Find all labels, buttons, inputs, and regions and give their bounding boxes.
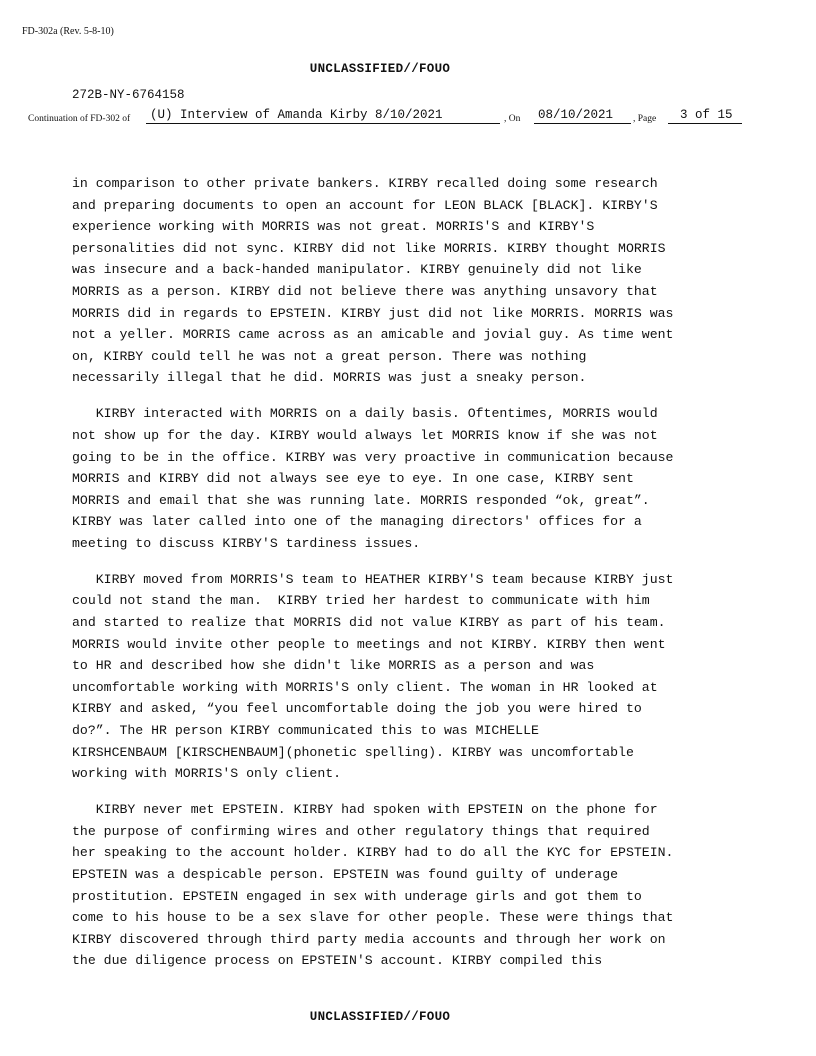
body-paragraph: in comparison to other private bankers. KIRBY recalled doing some research and preparing documents to open an account for LEON BLACK [BLACK]. KIRBY'S experience working with MORRIS was not great. MORRIS'S and KIRBY'S personalities did not sync. KIRBY did not like MORRIS. KIRBY thought MORRIS was insecure and a back-handed manipulator. KIRBY genuinely did not like MORRIS as a person. KIRBY did not believe there was anything unsavory that MORRIS did in regards to EPSTEIN. KIRBY just did not like MORRIS. MORRIS was not a yeller. MORRIS came across as an amicable and jovial guy. As time went on, KIRBY could tell he was not a great person. There was nothing necessarily illegal that he did. MORRIS was just a sneaky person. <box>72 176 674 386</box>
document-body <box>72 173 762 986</box>
classification-header: UNCLASSIFIED//FOUO <box>309 62 451 76</box>
body-paragraph: KIRBY never met EPSTEIN. KIRBY had spoken with EPSTEIN on the phone for the purpose of confirming wires and other regulatory things that required her speaking to the account holder. KIRBY had to do all the KYC for EPSTEIN. EPSTEIN was a despicable person. EPSTEIN was found guilty of underage prostitution. EPSTEIN engaged in sex with underage girls and got them to come to his house to be a sex slave for other people. These were things that KIRBY discovered through third party media accounts and through her work on the due diligence process on EPSTEIN'S account. KIRBY compiled this <box>72 802 674 969</box>
classification-footer: UNCLASSIFIED//FOUO <box>309 1010 451 1024</box>
interview-title-field: (U) Interview of Amanda Kirby 8/10/2021 <box>146 108 500 124</box>
form-id: FD-302a (Rev. 5-8-10) <box>22 26 114 37</box>
file-number: 272B-NY-6764158 <box>72 88 185 102</box>
page-label: , Page <box>633 114 657 124</box>
date-field: 08/10/2021 <box>534 108 631 124</box>
on-label: , On <box>504 114 521 124</box>
body-paragraph: KIRBY moved from MORRIS'S team to HEATHER KIRBY'S team because KIRBY just could not stand the man. KIRBY tried her hardest to communicate with him and started to realize that MORRIS did not value KIRBY as part of his team. MORRIS would invite other people to meetings and not KIRBY. KIRBY then went to HR and described how she didn't like MORRIS as a person and was uncomfortable working with MORRIS'S only client. The woman in HR looked at KIRBY and asked, “you feel uncomfortable doing the job you were hired to do?”. The HR person KIRBY communicated this to was MICHELLE KIRSHCENBAUM [KIRSCHENBAUM](phonetic spelling). KIRBY was uncomfortable working with MORRIS'S only client. <box>72 571 674 782</box>
continuation-line <box>0 106 816 128</box>
body-paragraph: KIRBY interacted with MORRIS on a daily basis. Oftentimes, MORRIS would not show up for the day. KIRBY would always let MORRIS know if she was not going to be in the office. KIRBY was very proactive in communication because MORRIS and KIRBY did not always see eye to eye. In one case, KIRBY sent MORRIS and email that she was running late. MORRIS responded “ok, great”. KIRBY was later called into one of the managing directors' offices for a meeting to discuss KIRBY'S tardiness issues. <box>72 406 674 551</box>
continuation-label: Continuation of FD-302 of <box>28 114 131 124</box>
page-number-field: 3 of 15 <box>668 108 742 124</box>
